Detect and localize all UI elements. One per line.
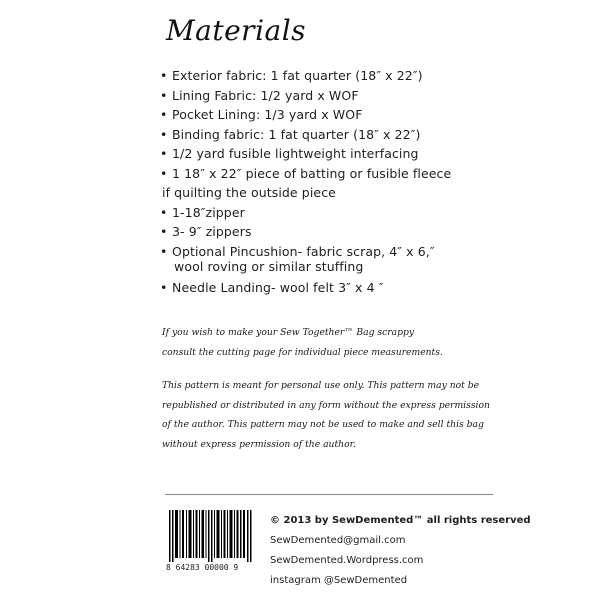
materials-list [160, 66, 560, 297]
material-item [160, 164, 560, 203]
contact-email: SewDemented@gmail.com [270, 535, 406, 546]
note-line: of the author. This pattern may not be used to make and sell this bag [162, 419, 484, 430]
note-line: If you wish to make your Sew Together™ Bag scrappy [162, 327, 415, 338]
material-item [160, 66, 560, 86]
contact-info [270, 511, 531, 591]
barcode-bars [166, 508, 256, 564]
note-line: This pattern is meant for personal use only. This pattern may not be [162, 380, 480, 391]
contact-instagram: instagram @SewDemented [270, 575, 408, 586]
material-item-text: • Pocket Lining: 1/3 yard x WOF [172, 107, 363, 122]
material-item [160, 144, 560, 164]
note-line: republished or distributed in any form without the express permission [162, 399, 490, 411]
note-line: without express permission of the author. [162, 438, 356, 450]
contact-blog: SewDemented.Wordpress.com [270, 555, 424, 566]
material-item-text: • 1-18″zipper [172, 204, 245, 220]
material-item [160, 105, 560, 125]
material-item [160, 86, 560, 106]
barcode-digits: 8 64283 00000 9 [166, 563, 239, 572]
material-item-text: • 1 18″ x 22″ piece of batting or fusible fleece [172, 165, 452, 181]
scrappy-note [162, 323, 522, 362]
material-item-text: • Exterior fabric: 1 fat quarter (18″ x 22″) [172, 68, 423, 83]
material-item [160, 203, 560, 223]
note-line: consult the cutting page for individual piece measurements. [162, 346, 443, 358]
material-item [160, 222, 560, 242]
material-item-text: • 3- 9″ zippers [172, 224, 252, 239]
material-item-text: • Binding fabric: 1 fat quarter (18″ x 22″) [172, 126, 421, 142]
material-item-text: • 1/2 yard fusible lightweight interfacing [172, 146, 419, 161]
material-item-text: • Lining Fabric: 1/2 yard x WOF [172, 87, 359, 103]
page-title: Materials [166, 14, 307, 47]
material-item [160, 278, 560, 298]
material-item-text: • Needle Landing- wool felt 3″ x 4 ″ [172, 279, 384, 295]
copyright-text: © 2013 by SewDemented™ all rights reserved [270, 515, 531, 526]
material-item-text-continued: if quilting the outside piece [162, 185, 336, 200]
material-item-text: • Optional Pincushion- fabric scrap, 4″ x 6,″ [172, 243, 435, 259]
footer-divider [165, 494, 493, 495]
usage-note [162, 376, 522, 454]
barcode [166, 508, 256, 578]
material-item-text-continued: wool roving or similar stuffing [174, 258, 364, 274]
material-item [160, 244, 560, 274]
material-item [160, 125, 560, 145]
